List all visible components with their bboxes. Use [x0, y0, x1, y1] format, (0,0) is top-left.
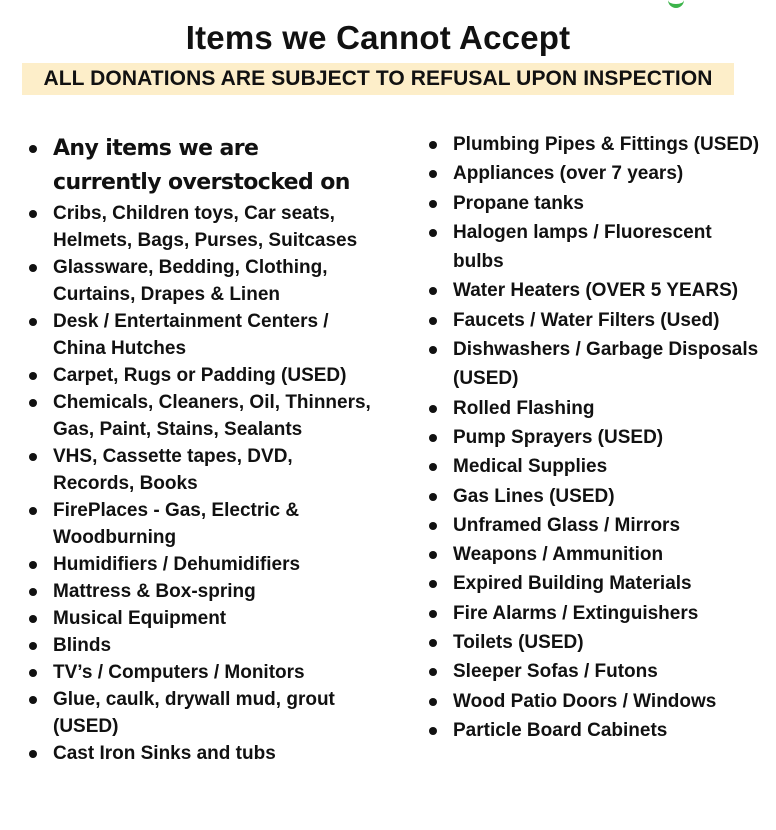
list-item-label: Expired Building Materials	[453, 573, 692, 595]
list-item	[427, 394, 767, 423]
list-item	[427, 452, 767, 481]
bullet-icon	[29, 453, 37, 461]
bullet-icon	[29, 399, 37, 407]
bullet-icon	[29, 561, 37, 569]
bullet-icon	[29, 210, 37, 218]
list-item-label: Fire Alarms / Extinguishers	[453, 602, 699, 624]
list-item-label: Propane tanks	[453, 192, 584, 214]
list-item	[427, 423, 767, 452]
bullet-icon	[29, 372, 37, 380]
list-item-label: Glue, caulk, drywall mud, grout (USED)	[53, 689, 335, 737]
left-items-list	[27, 132, 372, 767]
right-items-list	[427, 130, 767, 745]
list-item	[427, 276, 767, 305]
bullet-icon	[429, 463, 437, 471]
list-item	[427, 189, 767, 218]
bullet-icon	[429, 522, 437, 530]
list-item-label: Pump Sprayers (USED)	[453, 426, 664, 448]
list-item	[27, 389, 372, 443]
list-item	[27, 254, 372, 308]
page-title: Items we Cannot Accept	[185, 19, 571, 56]
list-item-label: Any items we are currently overstocked on	[53, 136, 350, 195]
list-item	[27, 740, 372, 767]
list-item-label: Sleeper Sofas / Futons	[453, 661, 658, 683]
list-item	[27, 362, 372, 389]
list-item-label: Carpet, Rugs or Padding (USED)	[53, 365, 347, 386]
list-item	[427, 335, 767, 394]
list-item-label: Plumbing Pipes & Fittings (USED)	[453, 134, 760, 155]
list-item-label: Appliances (over 7 years)	[453, 163, 684, 185]
list-item	[427, 540, 767, 569]
bullet-icon	[429, 493, 437, 501]
bullet-icon	[429, 610, 437, 618]
list-item	[427, 306, 767, 335]
bullet-icon	[429, 141, 437, 149]
list-item-label: Humidifiers / Dehumidifiers	[53, 554, 301, 575]
bullet-icon	[429, 580, 437, 588]
list-item-label: Wood Patio Doors / Windows	[453, 690, 717, 712]
list-item	[27, 308, 372, 362]
list-item-label: Musical Equipment	[53, 608, 227, 629]
list-item-label: Desk / Entertainment Centers / China Hutches	[53, 311, 329, 359]
bullet-icon	[429, 287, 437, 295]
list-item-label: Halogen lamps / Fluorescent bulbs	[453, 221, 712, 273]
bullet-icon	[429, 434, 437, 442]
bullet-icon	[429, 317, 437, 325]
bullet-icon	[429, 551, 437, 559]
list-item-label: Mattress & Box-spring	[53, 581, 256, 602]
bullet-icon	[29, 145, 37, 153]
bullet-icon	[29, 615, 37, 623]
refusal-notice-text: ALL DONATIONS ARE SUBJECT TO REFUSAL UPON INSPECTION	[43, 67, 713, 90]
list-item-label: Rolled Flashing	[453, 397, 595, 419]
bullet-icon	[29, 588, 37, 596]
list-item-label: TV’s / Computers / Monitors	[53, 662, 305, 683]
bullet-icon	[29, 669, 37, 677]
list-item-label: Glassware, Bedding, Clothing, Curtains, Drapes & Linen	[53, 257, 328, 305]
bullet-icon	[429, 727, 437, 735]
bullet-icon	[429, 200, 437, 208]
list-item-label: Gas Lines (USED)	[453, 485, 615, 507]
list-item-label: FirePlaces - Gas, Electric & Woodburning	[53, 500, 300, 548]
list-item	[427, 218, 767, 277]
list-item	[427, 687, 767, 716]
list-item-label: Dishwashers / Garbage Disposals (USED)	[453, 339, 759, 390]
list-item	[27, 443, 372, 497]
bullet-icon	[29, 750, 37, 758]
list-item-label: Blinds	[53, 635, 112, 656]
list-item-label: Cast Iron Sinks and tubs	[53, 743, 276, 764]
bullet-icon	[29, 507, 37, 515]
bullet-icon	[429, 229, 437, 237]
list-item	[427, 130, 767, 159]
list-item	[27, 497, 372, 551]
bullet-icon	[429, 698, 437, 706]
list-item	[27, 578, 372, 605]
bullet-icon	[29, 318, 37, 326]
bullet-icon	[429, 639, 437, 647]
list-item	[27, 632, 372, 659]
bullet-icon	[429, 405, 437, 413]
list-item-label: Cribs, Children toys, Car seats, Helmets, Bags, Purses, Suitcases	[53, 203, 358, 251]
list-item-label: Unframed Glass / Mirrors	[453, 514, 681, 536]
refusal-notice-banner	[22, 63, 734, 95]
list-item	[27, 659, 372, 686]
list-item-label: Chemicals, Cleaners, Oil, Thinners, Gas, Paint, Stains, Sealants	[53, 392, 371, 440]
list-item	[427, 482, 767, 511]
list-item-label: Toilets (USED)	[453, 632, 584, 654]
list-item-label: Medical Supplies	[453, 456, 608, 478]
list-item-label: Weapons / Ammunition	[453, 544, 664, 566]
list-item-label: Faucets / Water Filters (Used)	[453, 309, 720, 331]
list-item	[427, 716, 767, 745]
list-item-label: Particle Board Cabinets	[453, 719, 668, 741]
list-item-label: Water Heaters (OVER 5 YEARS)	[453, 280, 739, 302]
bullet-icon	[429, 668, 437, 676]
list-item	[427, 511, 767, 540]
list-item-label: VHS, Cassette tapes, DVD, Records, Books	[53, 446, 293, 494]
list-item	[427, 159, 767, 188]
list-item	[27, 605, 372, 632]
logo-fragment	[668, 0, 684, 8]
bullet-icon	[429, 170, 437, 178]
bullet-icon	[29, 642, 37, 650]
list-item	[427, 599, 767, 628]
list-item-featured	[27, 132, 372, 200]
list-item	[427, 628, 767, 657]
list-item	[427, 569, 767, 598]
bullet-icon	[29, 264, 37, 272]
list-item	[427, 657, 767, 686]
list-item	[27, 200, 372, 254]
bullet-icon	[29, 696, 37, 704]
list-item	[27, 551, 372, 578]
list-item	[27, 686, 372, 740]
bullet-icon	[429, 346, 437, 354]
